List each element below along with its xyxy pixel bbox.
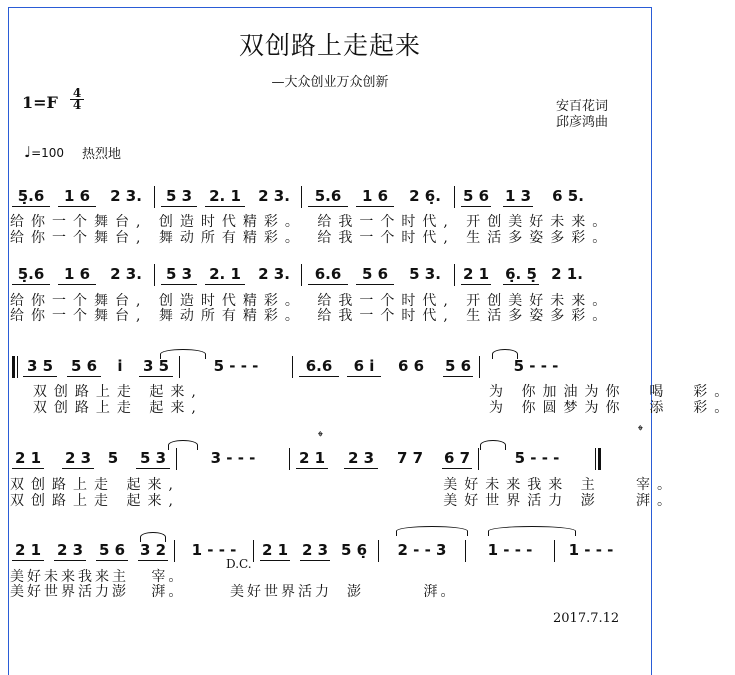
note-group: 3 - - - xyxy=(210,449,256,467)
barline xyxy=(301,264,302,286)
note-group: 5 3 xyxy=(161,264,197,285)
page-frame-left xyxy=(8,7,9,675)
barline xyxy=(292,356,293,378)
repeat-start-barline xyxy=(12,356,18,378)
barline xyxy=(454,186,455,208)
time-signature xyxy=(70,88,84,111)
note-group: 5̣.6 xyxy=(12,186,50,207)
note-group: 5 6 xyxy=(356,264,394,285)
barline xyxy=(174,540,175,562)
note-group: 2 3. xyxy=(258,187,290,205)
note-group: 5 6̣ xyxy=(340,541,368,559)
barline xyxy=(253,540,254,562)
note-group: 2 3. xyxy=(110,187,142,205)
note-group: 5.6 xyxy=(308,186,348,207)
note-group: 5 - - - xyxy=(514,449,560,467)
repeat-end-barline xyxy=(595,448,601,470)
note-group: 2 3. xyxy=(110,265,142,283)
tie-arc xyxy=(396,526,468,536)
note-group: 5 6 xyxy=(96,540,128,561)
note-group: 1 - - - xyxy=(568,541,614,559)
time-signature-top: 4 xyxy=(72,86,82,100)
lyricist-credit: 安百花词 xyxy=(556,99,609,114)
expression-marking: 热烈地 xyxy=(82,147,122,162)
note-group: 6.6 xyxy=(308,264,348,285)
tie-arc xyxy=(168,440,198,450)
page-frame-top xyxy=(8,7,651,8)
note-group: 2 1 xyxy=(296,448,328,469)
barline xyxy=(554,540,555,562)
lyrics-line-5-verse-2: 美好世界活力澎 湃。 美好世界活力 澎 湃。 xyxy=(10,584,458,600)
note-group: 1 6 xyxy=(58,186,96,207)
barline xyxy=(479,356,480,378)
tie-arc xyxy=(488,526,576,536)
barline xyxy=(465,540,466,562)
page-frame-right xyxy=(651,7,652,675)
note-group: 2 - - 3 xyxy=(397,541,447,559)
note-group: 3 2 xyxy=(139,541,167,559)
note-group: 6̣. 5̣ xyxy=(503,264,539,285)
notation-line-5 xyxy=(12,540,621,560)
barline xyxy=(301,186,302,208)
da-capo-mark: D.C. xyxy=(226,557,252,571)
note: 5 xyxy=(107,449,119,467)
lyrics-line-2-verse-1: 给你一个舞台, 创造时代精彩。 给我一个时代, 开创美好未来。 xyxy=(10,293,614,309)
notation-line-4 xyxy=(12,448,601,468)
tempo-value: =100 xyxy=(31,146,65,160)
note-group: 3 5 xyxy=(23,356,57,377)
note-group: 5 6 xyxy=(462,187,490,205)
note-group: 6.6 xyxy=(299,356,339,377)
lyrics-line-3-verse-2: 双创路上走 起来, 为 你圆梦为你 添 彩。 xyxy=(10,400,735,416)
notation-line-1 xyxy=(12,186,591,206)
note-group: 6 5. xyxy=(552,187,584,205)
note-group: 5 6 xyxy=(444,357,472,375)
note-group: 5 3 xyxy=(161,186,197,207)
barline xyxy=(378,540,379,562)
coda-icon: 𝄌 xyxy=(318,429,323,445)
note-group: 2 6̣. xyxy=(409,187,441,205)
note-group: 5 3. xyxy=(409,265,441,283)
lyrics-line-1-verse-1: 给你一个舞台, 创造时代精彩。 给我一个时代, 开创美好未来。 xyxy=(10,214,614,230)
barline xyxy=(154,186,155,208)
note-group: 1 - - - xyxy=(191,541,237,559)
tie-arc xyxy=(492,349,518,359)
note-group: 2. 1 xyxy=(205,264,245,285)
lyrics-line-3-verse-1: 双创路上走 起来, 为 你加油为你 喝 彩。 xyxy=(10,384,735,400)
note-group: 5 6 xyxy=(67,356,101,377)
barline xyxy=(289,448,290,470)
barline xyxy=(154,264,155,286)
barline xyxy=(179,356,180,378)
note-group: 5̣.6 xyxy=(12,264,50,285)
note-group: 6 i xyxy=(347,356,381,377)
note-group: 2 1 xyxy=(261,541,289,559)
key-signature: 1=F xyxy=(22,93,58,112)
notation-line-2 xyxy=(12,264,585,284)
note-group: 2 1 xyxy=(462,265,490,283)
note-group: 2 1 xyxy=(12,540,44,561)
composition-date: 2017.7.12 xyxy=(553,611,620,626)
barline xyxy=(478,448,479,470)
note-group: 2 3 xyxy=(62,448,94,469)
note-group: 6 7 xyxy=(443,449,471,467)
lyrics-line-4-verse-2: 双创路上走 起来, 美好世界活力 澎 湃。 xyxy=(10,493,679,509)
barline xyxy=(454,264,455,286)
note-group: 5 - - - xyxy=(513,357,559,375)
barline xyxy=(176,448,177,470)
lyrics-line-4-verse-1: 双创路上走 起来, 美好未来我来 主 宰。 xyxy=(10,477,679,493)
song-subtitle: —大众创业万众创新 xyxy=(271,75,389,90)
tie-arc xyxy=(140,532,166,542)
note-group: 2 3 xyxy=(344,448,378,469)
tie-arc xyxy=(160,349,206,359)
note-group: 1 3 xyxy=(504,187,532,205)
note-group: 7 7 xyxy=(396,449,424,467)
song-title: 双创路上走起来 xyxy=(238,31,421,60)
note-group: 6 6 xyxy=(397,357,425,375)
note-group: 1 6 xyxy=(58,264,96,285)
quarter-note-icon: ♩ xyxy=(24,143,32,161)
note-group: 1 - - - xyxy=(487,541,533,559)
note-group: 2 1 xyxy=(12,448,44,469)
composer-credit: 邱彦鸿曲 xyxy=(556,115,609,130)
note: i xyxy=(117,357,123,375)
note-group: 5 - - - xyxy=(213,357,259,375)
lyrics-line-2-verse-2: 给你一个舞台, 舞动所有精彩。 给我一个时代, 生活多姿多彩。 xyxy=(10,308,614,324)
lyrics-line-5-verse-1: 美好未来我来主 宰。 xyxy=(10,569,186,585)
coda-icon: 𝄌 xyxy=(638,423,643,439)
note-group: 2 3. xyxy=(258,265,290,283)
note-group: 2. 1 xyxy=(205,186,245,207)
note-group: 1 6 xyxy=(356,186,394,207)
time-signature-bottom: 4 xyxy=(70,99,84,111)
notation-line-3 xyxy=(12,356,586,376)
note-group: 3 5 xyxy=(139,356,173,377)
note-group: 2 3 xyxy=(54,540,86,561)
lyrics-line-1-verse-2: 给你一个舞台, 舞动所有精彩。 给我一个时代, 生活多姿多彩。 xyxy=(10,230,614,246)
note-group: 2 1. xyxy=(551,265,583,283)
note-group: 2 3 xyxy=(301,541,329,559)
note-group: 5 3 xyxy=(136,448,170,469)
tie-arc xyxy=(480,440,506,450)
tempo-marking xyxy=(24,143,64,161)
